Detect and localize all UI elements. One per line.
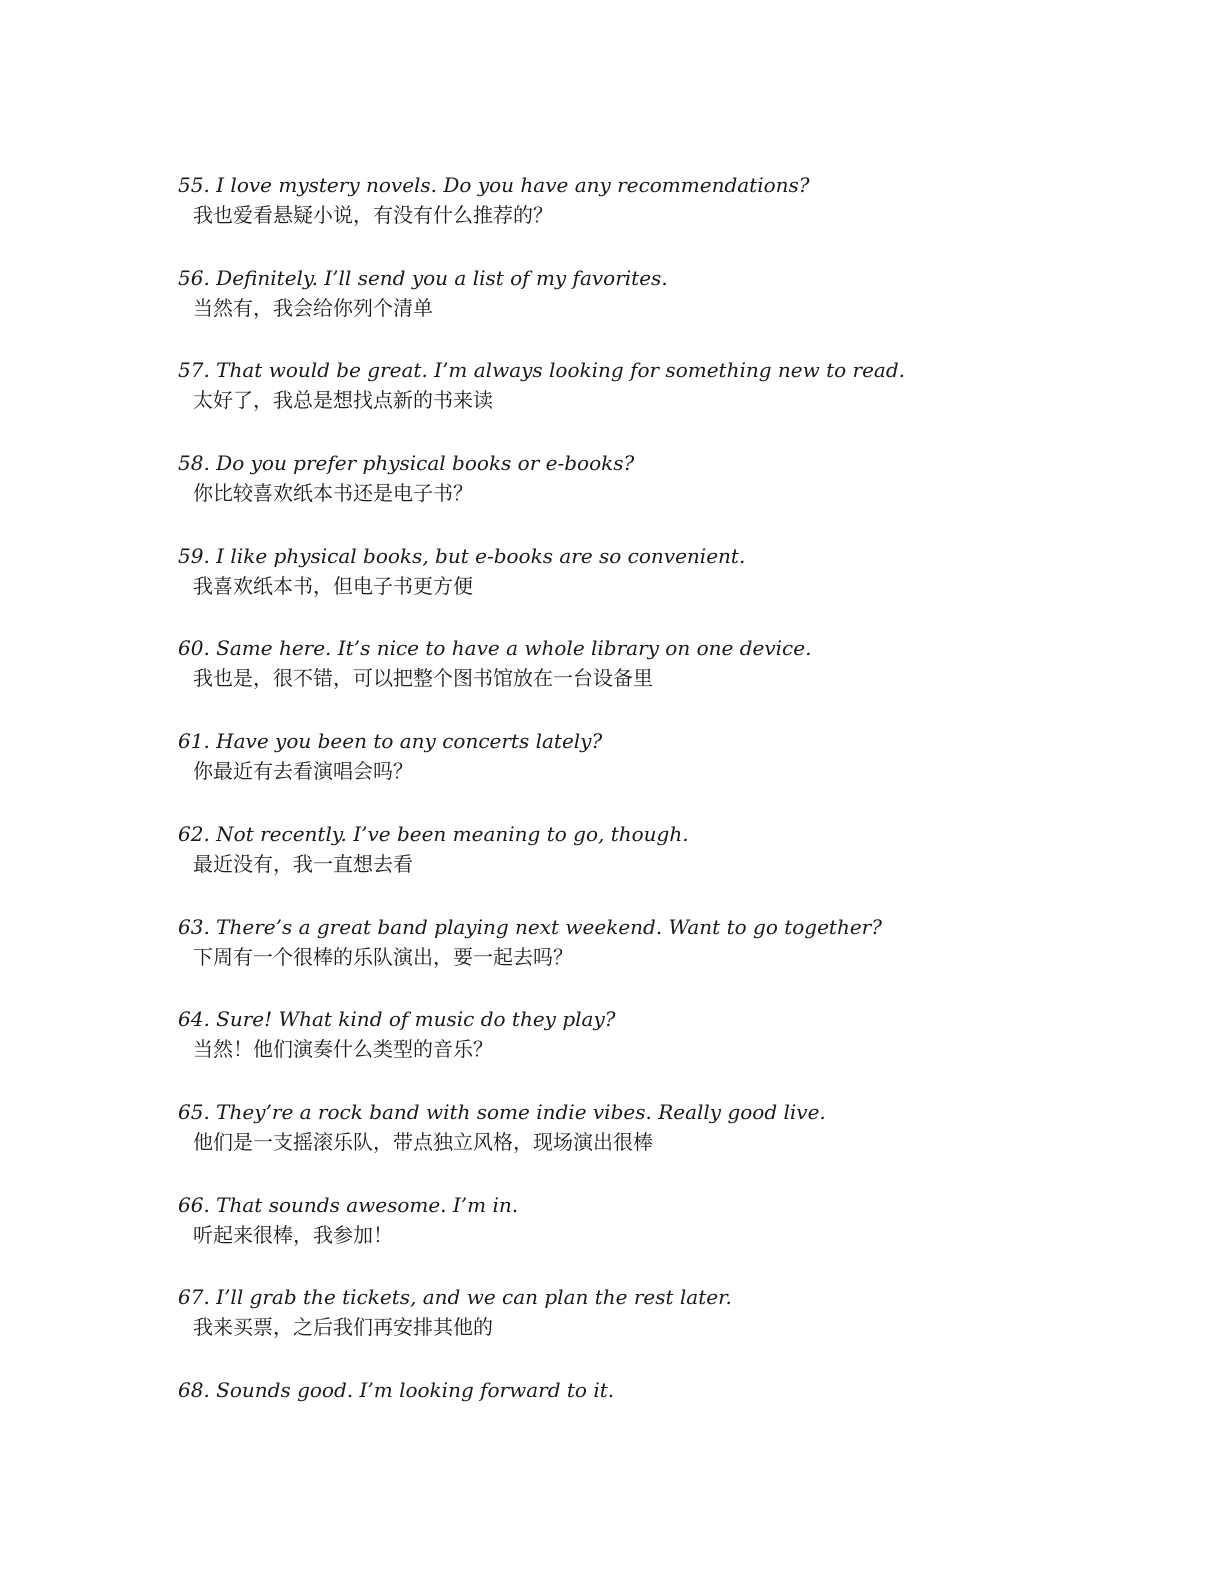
english-line: 59. I like physical books, but e-books are so convenient. [178, 543, 746, 568]
dialogue-entry [178, 1282, 1078, 1375]
english-line: 67. I’ll grab the tickets, and we can plan the rest later. [178, 1285, 732, 1310]
english-line: 57. That would be great. I’m always looking for something new to read. [178, 358, 906, 383]
chinese-line: 听起来很棒，我参加！ [193, 1222, 393, 1247]
english-line: 60. Same here. It’s nice to have a whole library on one device. [178, 636, 812, 661]
english-line: 61. Have you been to any concerts lately? [178, 729, 603, 754]
dialogue-entry [178, 263, 1078, 356]
dialogue-entry [178, 1097, 1078, 1190]
dialogue-entry [178, 1190, 1078, 1283]
dialogue-entry [178, 633, 1078, 726]
dialogue-entry [178, 355, 1078, 448]
english-line: 56. Definitely. I’ll send you a list of my favorites. [178, 265, 668, 290]
dialogue-list [178, 170, 1078, 1468]
dialogue-entry [178, 1375, 1078, 1468]
chinese-line: 他们是一支摇滚乐队，带点独立风格，现场演出很棒 [193, 1129, 653, 1154]
chinese-line: 我也爱看悬疑小说，有没有什么推荐的？ [193, 203, 553, 227]
dialogue-entry [178, 726, 1078, 819]
english-line: 64. Sure! What kind of music do they play? [178, 1007, 616, 1032]
english-line: 62. Not recently. I’ve been meaning to go, though. [178, 821, 689, 846]
chinese-line: 下周有一个很棒的乐队演出，要一起去吗？ [193, 944, 573, 969]
chinese-line: 我来买票，之后我们再安排其他的 [193, 1315, 493, 1340]
dialogue-entry [178, 448, 1078, 541]
english-line: 68. Sounds good. I’m looking forward to it. [178, 1377, 615, 1402]
chinese-line: 当然有，我会给你列个清单 [193, 295, 433, 320]
chinese-line: 我也是，很不错，可以把整个图书馆放在一台设备里 [193, 666, 653, 691]
english-line: 55. I love mystery novels. Do you have any recommendations? [178, 173, 810, 197]
chinese-line: 你最近有去看演唱会吗？ [193, 759, 413, 784]
chinese-line: 你比较喜欢纸本书还是电子书？ [193, 481, 473, 506]
dialogue-entry [178, 819, 1078, 912]
dialogue-entry [178, 170, 1078, 263]
chinese-line: 太好了，我总是想找点新的书来读 [193, 388, 493, 413]
chinese-line: 我喜欢纸本书，但电子书更方便 [193, 573, 473, 598]
english-line: 65. They’re a rock band with some indie vibes. Really good live. [178, 1099, 826, 1124]
chinese-line: 当然！他们演奏什么类型的音乐？ [193, 1037, 493, 1062]
english-line: 66. That sounds awesome. I’m in. [178, 1192, 519, 1217]
dialogue-entry [178, 912, 1078, 1005]
chinese-line: 最近没有，我一直想去看 [193, 851, 413, 876]
english-line: 58. Do you prefer physical books or e-books? [178, 451, 635, 476]
dialogue-entry [178, 541, 1078, 634]
dialogue-entry [178, 1004, 1078, 1097]
english-line: 63. There’s a great band playing next weekend. Want to go together? [178, 914, 882, 939]
